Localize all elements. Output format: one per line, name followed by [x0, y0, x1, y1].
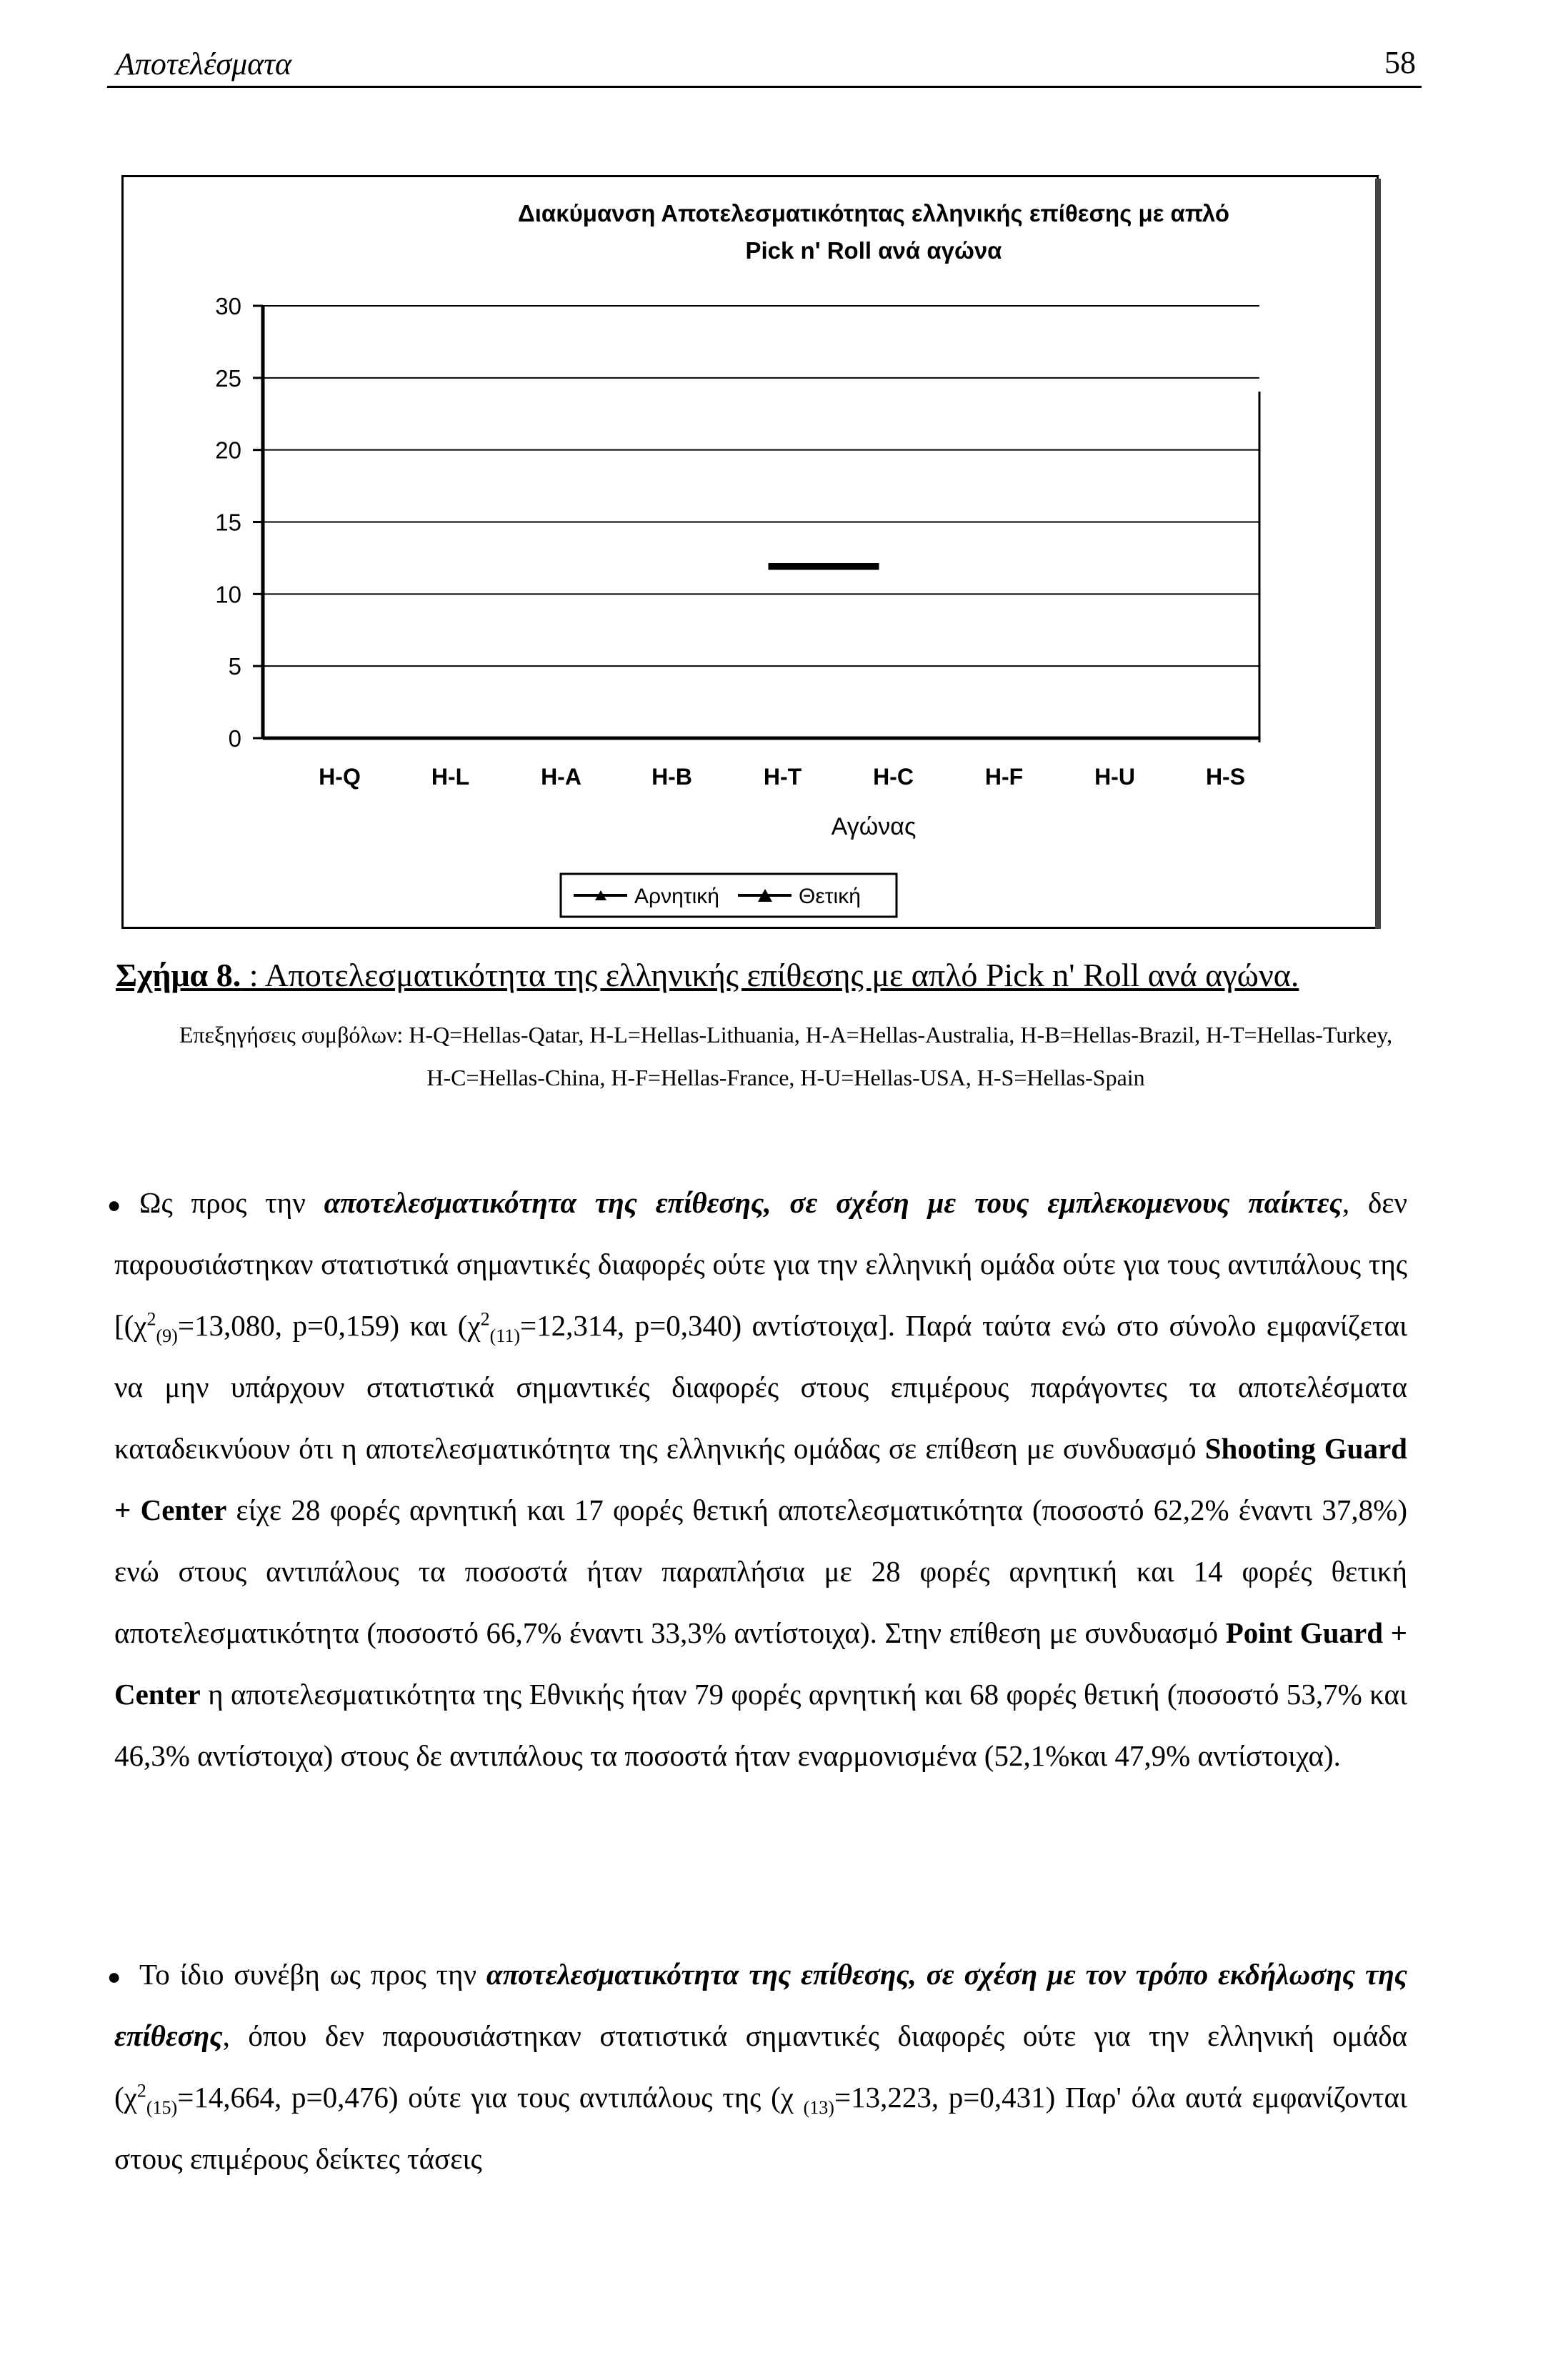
y-tick-label: 15 — [215, 509, 241, 536]
symbol-explanation — [114, 1013, 1457, 1099]
p1-text-1: Ως προς την — [139, 1186, 324, 1219]
p1-bold-1: αποτελεσματικότητα της επίθεσης, σε σχέση με τους εμπλεκομενους παίκτες — [324, 1186, 1342, 1219]
caption-text: : Αποτελεσματικότητα της ελληνικής επίθεσης με απλό Pick n' Roll ανά αγώνα. — [241, 957, 1299, 993]
p1-text-3: =13,080, p=0,159) και (χ — [177, 1309, 481, 1342]
y-tick-label: 20 — [215, 437, 241, 464]
p2-sub-1: (15) — [146, 2097, 178, 2119]
y-tick-label: 0 — [228, 725, 241, 752]
x-tick-labels — [319, 764, 1245, 790]
x-tick-label: H-F — [984, 764, 1024, 790]
p1-bold-2: Shooting Guard + Center — [114, 1432, 1407, 1526]
p1-text-6: η αποτελεσματικότητα της Εθνικής ήταν 79 φορές αρνητική και 68 φορές θετική (ποσοστό 53,7% και 46,3% αντίστοιχα) στους δε αντιπάλους τα ποσοστά ήταν εναρμονισμένα (52,1%και 47,9% αντίστοιχα). — [114, 1678, 1407, 1772]
paragraph-1 — [114, 1172, 1407, 1786]
bullet-icon: ● — [107, 1192, 121, 1218]
header-title: Αποτελέσματα — [116, 46, 292, 81]
line-chart — [124, 177, 1377, 927]
p2-sub-2: (13) — [803, 2097, 834, 2119]
paragraph-2 — [114, 1944, 1407, 2189]
chart-title-line1: Διακύμανση Αποτελεσματικότητας ελληνικής επίθεσης με απλό — [518, 200, 1229, 227]
x-tick-label: H-A — [541, 764, 581, 790]
figure-shadow — [1375, 179, 1381, 929]
y-tick-labels — [215, 293, 241, 752]
symbol-explanation-line1: Επεξηγήσεις συμβόλων: H-Q=Hellas-Qatar, H-L=Hellas-Lithuania, H-A=Hellas-Australia, H-B=Hellas-Brazil, H-T=Hellas-Turkey, — [179, 1022, 1393, 1048]
legend-label-negative: Αρνητική — [634, 885, 719, 908]
x-axis-label: Αγώνας — [831, 813, 917, 840]
chart-axes — [263, 306, 1259, 742]
p2-bold-1: αποτελεσματικότητα της επίθεσης, σε σχέση με τον τρόπο εκδήλωσης της επίθεσης — [114, 1958, 1407, 2052]
symbol-explanation-line2: H-C=Hellas-China, H-F=Hellas-France, H-U=Hellas-USA, H-S=Hellas-Spain — [426, 1065, 1145, 1090]
p1-sub-1: (9) — [156, 1325, 178, 1347]
y-tick-label: 30 — [215, 293, 241, 319]
x-tick-label: H-S — [1205, 764, 1246, 790]
p1-text-4: =12,314, p=0,340) αντίστοιχα]. Παρά ταύτα ενώ στο σύνολο εμφανίζεται να μην υπάρχουν στατιστικά σημαντικές διαφορές στους επιμέρους παράγοντες τα αποτελέσματα καταδεικνύουν ότι η αποτελεσματικότητα της ελληνικής ομάδας σε επίθεση με συνδυασμό — [114, 1309, 1407, 1465]
chart-legend — [561, 874, 897, 917]
figure-frame — [121, 175, 1379, 929]
p2-text-3: =14,664, p=0,476) ούτε για τους αντιπάλους της (χ — [177, 2081, 804, 2114]
running-header — [107, 41, 1422, 88]
x-tick-label: H-T — [763, 764, 802, 790]
page-number: 58 — [1384, 45, 1416, 80]
y-tick-label: 5 — [228, 653, 241, 680]
y-tick-label: 25 — [215, 364, 241, 392]
x-tick-label: H-B — [651, 764, 692, 790]
p2-sup-1: 2 — [136, 2080, 146, 2101]
chart-series — [769, 565, 879, 568]
bullet-icon: ● — [107, 1964, 121, 1989]
p1-text-2: , δεν παρουσιάστηκαν στατιστικά σημαντικές διαφορές ούτε για την ελληνική ομάδα ούτε για τους αντιπάλους της [(χ — [114, 1186, 1408, 1342]
p1-bold-3: Point Guard + Center — [114, 1616, 1407, 1711]
p1-sup-1: 2 — [146, 1308, 156, 1330]
p1-sub-2: (11) — [489, 1325, 521, 1347]
x-tick-label: H-L — [431, 764, 470, 790]
p2-text-2: , όπου δεν παρουσιάστηκαν στατιστικά σημαντικές διαφορές ούτε για την ελληνική ομάδα (χ — [114, 2019, 1407, 2114]
x-tick-label: H-Q — [319, 764, 361, 790]
p2-text-1: Το ίδιο συνέβη ως προς την — [139, 1958, 486, 1991]
gridlines — [253, 306, 1259, 738]
figure-caption — [116, 956, 1299, 994]
p1-sup-2: 2 — [480, 1308, 490, 1330]
x-tick-label: H-C — [873, 764, 914, 790]
x-tick-label: H-U — [1094, 764, 1135, 790]
chart-title-line2: Pick n' Roll ανά αγώνα — [745, 237, 1002, 264]
p2-text-4: =13,223, p=0,431) Παρ' όλα αυτά εμφανίζονται στους επιμέρους δείκτες τάσεις — [114, 2081, 1407, 2175]
legend-label-positive: Θετική — [799, 885, 861, 908]
p1-text-5: είχε 28 φορές αρνητική και 17 φορές θετική αποτελεσματικότητα (ποσοστό 62,2% έναντι 37,8%) ενώ στους αντιπάλους τα ποσοστά ήταν παραπλήσια με 28 φορές αρνητική και 14 φορές θετική αποτελεσματικότητα (ποσοστό 66,7% έναντι 33,3% αντίστοιχα). Στην επίθεση με συνδυασμό — [114, 1493, 1407, 1649]
caption-label: Σχήμα 8. — [116, 957, 241, 993]
y-tick-label: 10 — [215, 581, 241, 608]
